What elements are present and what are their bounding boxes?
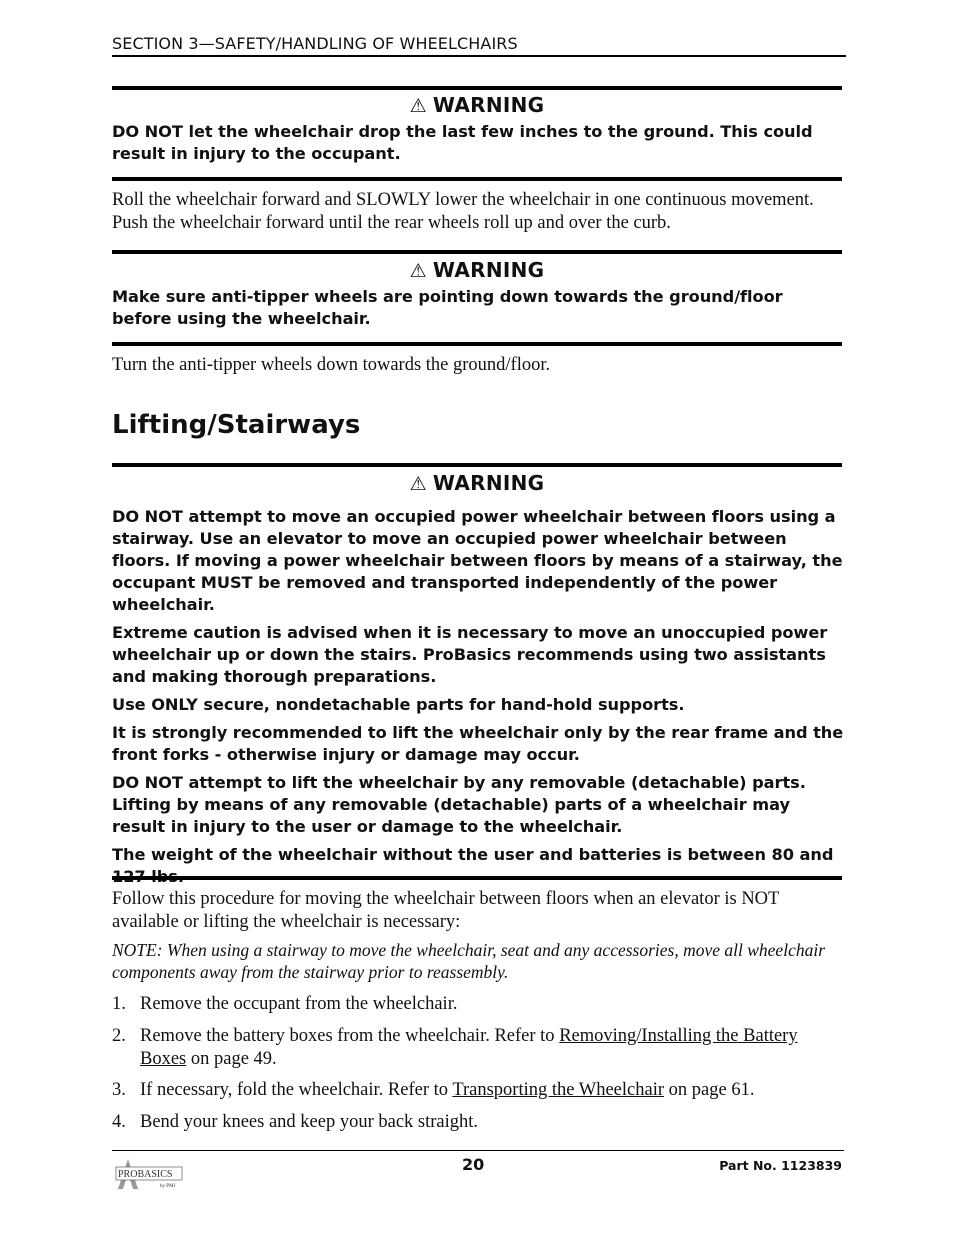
svg-text:by PMI: by PMI bbox=[160, 1184, 176, 1189]
header-rule bbox=[112, 55, 846, 57]
transporting-wheelchair-link[interactable]: Transporting the Wheelchair bbox=[452, 1080, 665, 1100]
svg-text:PROBASICS: PROBASICS bbox=[118, 1169, 173, 1180]
warning-text: DO NOT let the wheelchair drop the last few inches to the ground. This could result in injury to the occupant. bbox=[112, 122, 813, 163]
warning-rule-bottom bbox=[112, 177, 842, 181]
note: NOTE: When using a stairway to move the wheelchair, seat and any accessories, move all wheelchair components away from the stairway prior to reassembly. bbox=[112, 940, 826, 982]
warning-rule-top bbox=[112, 250, 842, 254]
section-title: Lifting/Stairways bbox=[112, 410, 361, 440]
warning-text: Make sure anti-tipper wheels are pointing down towards the ground/floor before using the wheelchair. bbox=[112, 287, 783, 328]
warning-title: ⚠ WARNING bbox=[409, 93, 545, 117]
probasics-logo bbox=[112, 1155, 192, 1190]
battery-boxes-link[interactable]: Removing/Installing the Battery Boxes bbox=[140, 1026, 798, 1069]
paragraph: Roll the wheelchair forward and SLOWLY lower the wheelchair in one continuous movement. Push the wheelchair forward until the rear wheels roll up and over the curb. bbox=[112, 190, 814, 233]
part-number: Part No. 1123839 bbox=[719, 1158, 842, 1173]
warning-rule-bottom bbox=[112, 342, 842, 346]
warning-triangle-icon: ⚠ bbox=[409, 473, 427, 495]
warning-title: ⚠ WARNING bbox=[409, 471, 545, 495]
warning-title: ⚠ WARNING bbox=[409, 258, 545, 282]
section-header: SECTION 3—SAFETY/HANDLING OF WHEELCHAIRS bbox=[112, 34, 518, 53]
paragraph: Follow this procedure for moving the wheelchair between floors when an elevator is NOT available or lifting the wheelchair is necessary: bbox=[112, 889, 780, 932]
warning-rule-top bbox=[112, 86, 842, 90]
warning-rule-bottom bbox=[112, 876, 842, 880]
warning-rule-top bbox=[112, 463, 842, 467]
page-number: 20 bbox=[462, 1155, 485, 1174]
footer-rule bbox=[112, 1150, 844, 1151]
warning-triangle-icon: ⚠ bbox=[409, 95, 427, 117]
probasics-logo-icon bbox=[112, 1155, 192, 1190]
warning-triangle-icon: ⚠ bbox=[409, 260, 427, 282]
warning-text: DO NOT attempt to move an occupied power wheelchair between floors using a stairway. Use an elevator to move an occupied power wheelchair between floors. If moving a power wheelchair between floors by means of a stairway, the occupant MUST be removed and transported independently of the power wheelchair. Extreme caution is advised when it is necessary to move an unoccupied power wheelchair up or down the stairs. ProBasics recommends using two assistants and making thorough preparations. Use ONLY secure, nondetachable parts for hand-hold supports. It is strongly recommended to lift the wheelchair only by the rear frame and the front forks - otherwise injury or damage may occur. DO NOT attempt to lift the wheelchair by any removable (detachable) parts. Lifting by means of any removable (detachable) parts of a wheelchair may result in injury to the user or damage to the wheelchair. The weight of the wheelchair without the user and batteries is between 80 and bbox=[112, 507, 844, 864]
paragraph: Turn the anti-tipper wheels down towards the ground/floor. bbox=[112, 355, 551, 375]
